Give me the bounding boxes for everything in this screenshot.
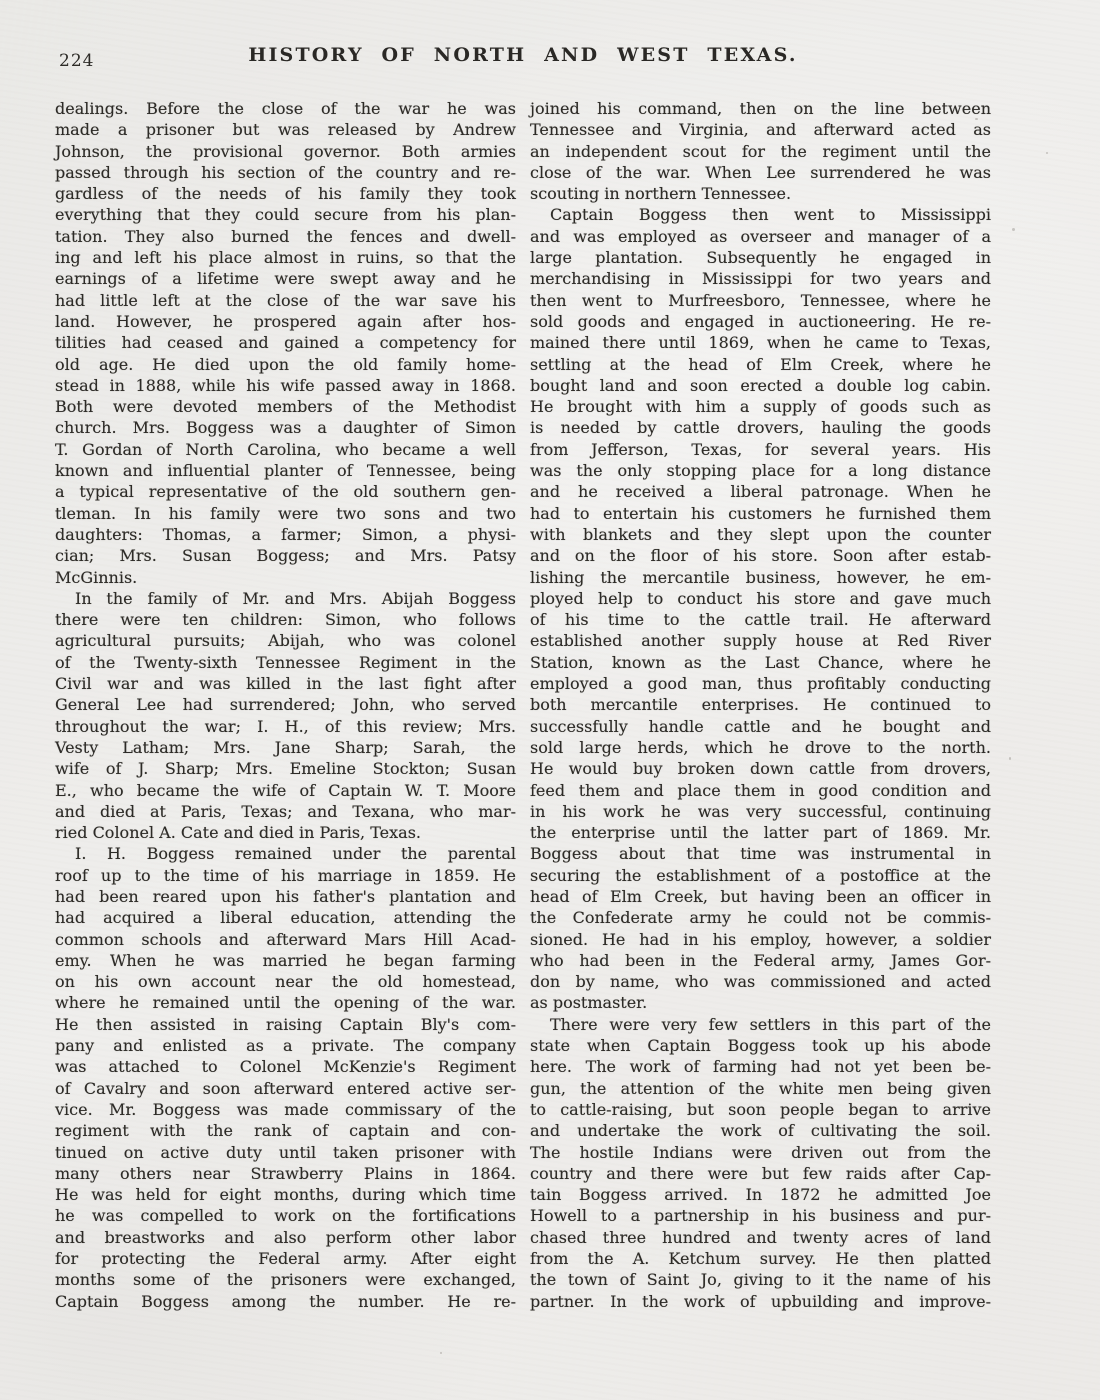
page-header xyxy=(55,44,991,74)
text-line: church. Mrs. Boggess was a daughter of Simon xyxy=(55,418,516,438)
text-line: He brought with him a supply of goods such as xyxy=(530,397,991,417)
text-line: land. However, he prospered again after hos- xyxy=(55,311,516,331)
text-line: He was held for eight months, during which time xyxy=(55,1185,516,1205)
paragraph xyxy=(55,588,516,844)
text-line: had to entertain his customers he furnished them xyxy=(530,503,991,523)
text-line: was attached to Colonel McKenzie's Regiment xyxy=(55,1057,516,1077)
text-line: everything that they could secure from his plan- xyxy=(55,205,516,225)
text-line: many others near Strawberry Plains in 1864. xyxy=(55,1163,516,1183)
text-line: tain Boggess arrived. In 1872 he admitted Joe xyxy=(530,1185,991,1205)
text-line: employed a good man, thus profitably conducting xyxy=(530,674,991,694)
paragraph xyxy=(530,204,991,1013)
text-line: had been reared upon his father's plantation and xyxy=(55,886,516,906)
text-line: sioned. He had in his employ, however, a soldier xyxy=(530,929,991,949)
text-line: had little left at the close of the war save his xyxy=(55,290,516,310)
text-line: on his own account near the old homestead, xyxy=(55,972,516,992)
text-line: head of Elm Creek, but having been an officer in xyxy=(530,886,991,906)
text-line: agricultural pursuits; Abijah, who was colonel xyxy=(55,631,516,651)
text-line: don by name, who was commissioned and acted xyxy=(530,972,991,992)
left-column xyxy=(55,98,516,1312)
paragraph xyxy=(530,98,991,204)
text-line: He then assisted in raising Captain Bly's com- xyxy=(55,1014,516,1034)
text-line: and died at Paris, Texas; and Texana, who mar- xyxy=(55,801,516,821)
paper-speck xyxy=(632,57,634,59)
text-line: who had been in the Federal army, James Gor- xyxy=(530,950,991,970)
text-line: I. H. Boggess remained under the parental xyxy=(75,844,516,864)
text-line: daughters: Thomas, a farmer; Simon, a physi- xyxy=(55,524,516,544)
paper-speck xyxy=(975,118,978,120)
text-line: feed them and place them in good condition and xyxy=(530,780,991,800)
text-line: throughout the war; I. H., of this review; Mrs. xyxy=(55,716,516,736)
text-line: in his work he was very successful, continuing xyxy=(530,801,991,821)
text-line: the Confederate army he could not be commis- xyxy=(530,908,991,928)
text-line: tation. They also burned the fences and dwell- xyxy=(55,226,516,246)
text-line: established another supply house at Red River xyxy=(530,631,991,651)
paragraph xyxy=(55,98,516,588)
text-line: and he received a liberal patronage. When he xyxy=(530,482,991,502)
text-line: pany and enlisted as a private. The company xyxy=(55,1036,516,1056)
text-line: Howell to a partnership in his business and pur- xyxy=(530,1206,991,1226)
text-line: dealings. Before the close of the war he was xyxy=(55,99,516,118)
text-line: an independent scout for the regiment until the xyxy=(530,141,991,161)
text-line: joined his command, then on the line between xyxy=(530,99,991,118)
text-line: and was employed as overseer and manager of a xyxy=(530,226,991,246)
text-line: here. The work of farming had not yet been be- xyxy=(530,1057,991,1077)
page-title: HISTORY OF NORTH AND WEST TEXAS. xyxy=(248,44,798,66)
text-line: state when Captain Boggess took up his abode xyxy=(530,1036,991,1056)
text-line: Boggess about that time was instrumental in xyxy=(530,844,991,864)
paragraph xyxy=(55,843,516,1312)
text-line: was the only stopping place for a long distance xyxy=(530,461,991,481)
text-line: mained there until 1869, when he came to Texas, xyxy=(530,333,991,353)
page xyxy=(55,44,991,1312)
text-line: wife of J. Sharp; Mrs. Emeline Stockton; Susan xyxy=(55,759,516,779)
text-line: regiment with the rank of captain and con- xyxy=(55,1121,516,1141)
paragraph xyxy=(530,1014,991,1312)
text-line: there were ten children: Simon, who follows xyxy=(55,610,516,630)
text-line: the town of Saint Jo, giving to it the name of his xyxy=(530,1270,991,1290)
text-line: had acquired a liberal education, attending the xyxy=(55,908,516,928)
text-line: with blankets and they slept upon the counter xyxy=(530,524,991,544)
text-line: for protecting the Federal army. After eight xyxy=(55,1249,516,1269)
text-line: bought land and soon erected a double log cabin. xyxy=(530,375,991,395)
text-line: he was compelled to work on the fortifications xyxy=(55,1206,516,1226)
text-line: known and influential planter of Tennessee, being xyxy=(55,461,516,481)
text-line: The hostile Indians were driven out from the xyxy=(530,1142,991,1162)
text-line: made a prisoner but was released by Andrew xyxy=(55,120,516,140)
text-line: settling at the head of Elm Creek, where he xyxy=(530,354,991,374)
page-number: 224 xyxy=(59,51,95,71)
text-line: gun, the attention of the white men being given xyxy=(530,1078,991,1098)
text-line: General Lee had surrendered; John, who served xyxy=(55,695,516,715)
text-line: T. Gordan of North Carolina, who became a well xyxy=(55,439,516,459)
text-line: and breastworks and also perform other labor xyxy=(55,1227,516,1247)
text-line: E., who became the wife of Captain W. T. Moore xyxy=(55,780,516,800)
text-line: cian; Mrs. Susan Boggess; and Mrs. Patsy xyxy=(55,546,516,566)
text-line: close of the war. When Lee surrendered he was xyxy=(530,162,991,182)
text-line: large plantation. Subsequently he engaged in xyxy=(530,248,991,268)
text-line: passed through his section of the country and re- xyxy=(55,162,516,182)
text-line: lishing the mercantile business, however, he em- xyxy=(530,567,991,587)
text-line: successfully handle cattle and he bought and xyxy=(530,716,991,736)
text-line: Captain Boggess then went to Mississippi xyxy=(550,205,991,225)
text-line: emy. When he was married he began farming xyxy=(55,950,516,970)
text-line: months some of the prisoners were exchanged, xyxy=(55,1270,516,1290)
text-line: ing and left his place almost in ruins, so that the xyxy=(55,248,516,268)
text-line: McGinnis. xyxy=(55,567,138,587)
text-line: Captain Boggess among the number. He re- xyxy=(55,1291,516,1311)
text-columns xyxy=(55,98,991,1312)
text-line: Station, known as the Last Chance, where he xyxy=(530,652,991,672)
text-line: gardless of the needs of his family they took xyxy=(55,184,516,204)
text-line: roof up to the time of his marriage in 1859. He xyxy=(55,865,516,885)
text-line: country and there were but few raids after Cap- xyxy=(530,1163,991,1183)
text-line: of Cavalry and soon afterward entered active ser- xyxy=(55,1078,516,1098)
text-line: sold large herds, which he drove to the north. xyxy=(530,737,991,757)
text-line: merchandising in Mississippi for two years and xyxy=(530,269,991,289)
text-line: old age. He died upon the old family home- xyxy=(55,354,516,374)
text-line: chased three hundred and twenty acres of land xyxy=(530,1227,991,1247)
text-line: both mercantile enterprises. He continued to xyxy=(530,695,991,715)
text-line: Both were devoted members of the Methodist xyxy=(55,397,516,417)
text-line: ried Colonel A. Cate and died in Paris, Texas. xyxy=(55,823,421,843)
text-line: as postmaster. xyxy=(530,993,648,1013)
paper-speck xyxy=(440,1352,442,1354)
text-line: tinued on active duty until taken prisoner with xyxy=(55,1142,516,1162)
text-line: where he remained until the opening of the war. xyxy=(55,993,516,1013)
text-line: earnings of a lifetime were swept away and he xyxy=(55,269,516,289)
text-line: from Jefferson, Texas, for several years. His xyxy=(530,439,991,459)
text-line: common schools and afterward Mars Hill Acad- xyxy=(55,929,516,949)
text-line: securing the establishment of a postoffice at the xyxy=(530,865,991,885)
text-line: Civil war and was killed in the last fight after xyxy=(55,674,516,694)
text-line: In the family of Mr. and Mrs. Abijah Boggess xyxy=(75,588,516,608)
text-line: tleman. In his family were two sons and two xyxy=(55,503,516,523)
text-line: Johnson, the provisional governor. Both armies xyxy=(55,141,516,161)
text-line: vice. Mr. Boggess was made commissary of the xyxy=(55,1099,516,1119)
text-line: the enterprise until the latter part of 1869. Mr. xyxy=(530,823,991,843)
text-line: is needed by cattle drovers, hauling the goods xyxy=(530,418,991,438)
text-line: He would buy broken down cattle from drovers, xyxy=(530,759,991,779)
text-line: then went to Murfreesboro, Tennessee, where he xyxy=(530,290,991,310)
text-line: tilities had ceased and gained a competency for xyxy=(55,333,516,353)
text-line: stead in 1888, while his wife passed away in 1868. xyxy=(55,375,516,395)
text-line: from the A. Ketchum survey. He then platted xyxy=(530,1249,991,1269)
text-line: Tennessee and Virginia, and afterward acted as xyxy=(530,120,991,140)
text-line: and on the floor of his store. Soon after estab- xyxy=(530,546,991,566)
right-column xyxy=(530,98,991,1312)
text-line: partner. In the work of upbuilding and improve- xyxy=(530,1291,991,1311)
text-line: ployed help to conduct his store and gave much xyxy=(530,588,991,608)
paper-speck xyxy=(1046,152,1048,154)
text-line: sold goods and engaged in auctioneering. He re- xyxy=(530,311,991,331)
text-line: to cattle-raising, but soon people began to arrive xyxy=(530,1099,991,1119)
text-line: a typical representative of the old southern gen- xyxy=(55,482,516,502)
paper-speck xyxy=(1012,228,1015,231)
text-line: and undertake the work of cultivating the soil. xyxy=(530,1121,991,1141)
text-line: of his time to the cattle trail. He afterward xyxy=(530,610,991,630)
text-line: of the Twenty-sixth Tennessee Regiment in the xyxy=(55,652,516,672)
text-line: There were very few settlers in this part of the xyxy=(550,1014,991,1034)
paper-speck xyxy=(1009,757,1011,760)
text-line: scouting in northern Tennessee. xyxy=(530,184,792,204)
text-line: Vesty Latham; Mrs. Jane Sharp; Sarah, the xyxy=(55,737,516,757)
